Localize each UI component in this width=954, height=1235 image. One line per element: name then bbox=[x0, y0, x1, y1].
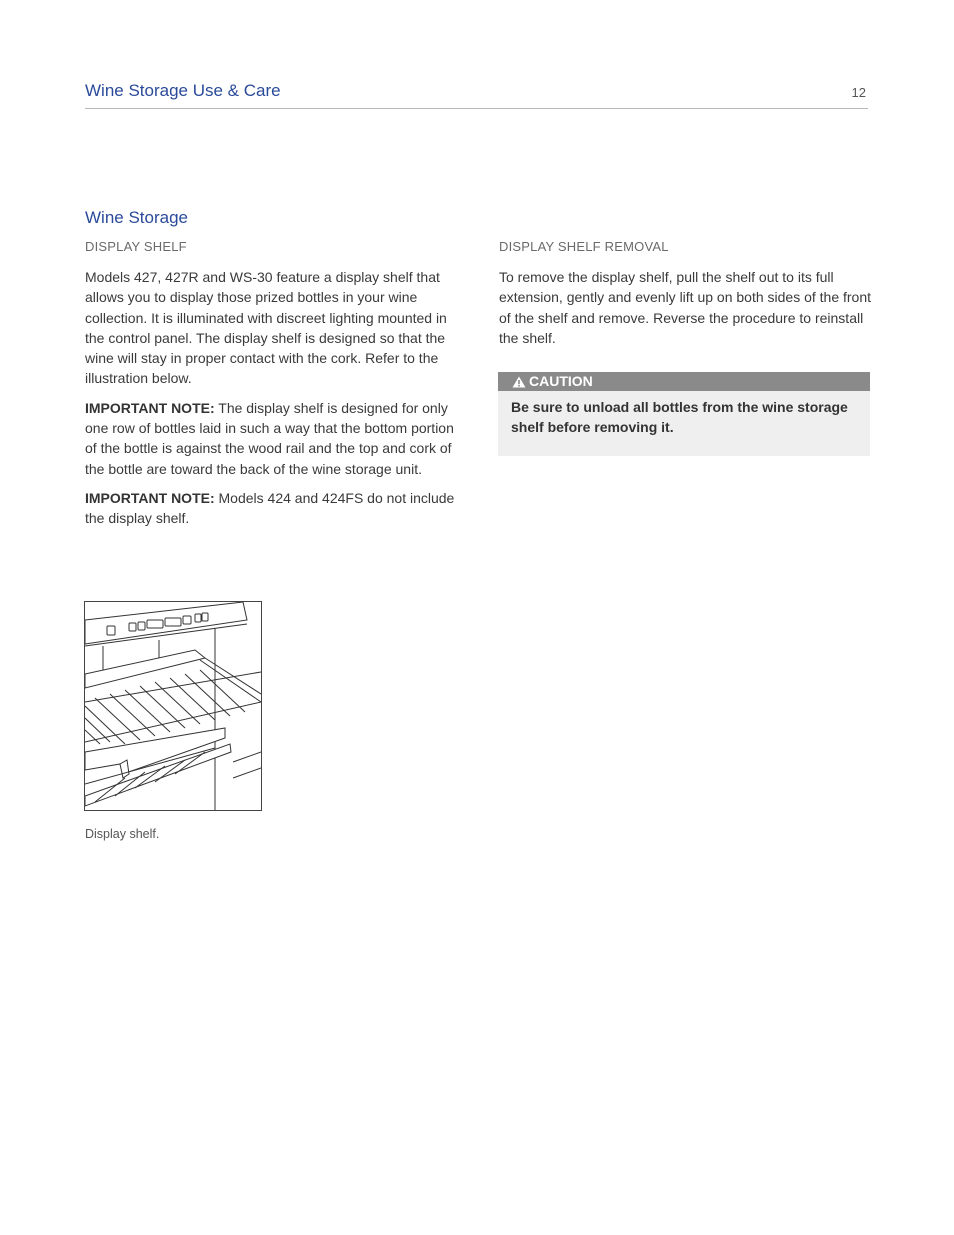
header-divider bbox=[85, 108, 868, 109]
important-note-2 bbox=[85, 488, 460, 529]
shelf-removal-paragraph: To remove the display shelf, pull the shelf out to its full extension, gently and evenly lift up on both sides of the front of the shelf and remove. Reverse the procedure to reinstall the shelf. bbox=[499, 269, 872, 346]
display-shelf-subhead: DISPLAY SHELF bbox=[85, 239, 187, 254]
figure-caption: Display shelf. bbox=[85, 827, 160, 841]
shelf-removal-subhead: DISPLAY SHELF REMOVAL bbox=[499, 239, 669, 254]
caution-label: CAUTION bbox=[529, 373, 593, 389]
caution-box bbox=[498, 372, 870, 456]
important-note-1-label: IMPORTANT NOTE: bbox=[85, 399, 215, 416]
page-number: 12 bbox=[851, 85, 866, 100]
display-shelf-illustration bbox=[84, 601, 262, 811]
left-column bbox=[85, 240, 460, 538]
important-note-2-label: IMPORTANT NOTE: bbox=[85, 489, 215, 506]
important-note-1 bbox=[85, 398, 460, 479]
warning-triangle-icon bbox=[512, 376, 526, 388]
caution-text: Be sure to unload all bottles from the wine storage shelf before removing it. bbox=[511, 399, 848, 436]
display-shelf-paragraph: Models 427, 427R and WS-30 feature a display shelf that allows you to display those prized bottles in your wine collection. It is illuminated with discreet lighting mounted in the control panel. The display shelf is designed so that the wine will stay in proper contact with the cork. Refer to the illustration below. bbox=[85, 269, 447, 387]
important-note-2-text: Models 424 and 424FS do not include the display shelf. bbox=[85, 489, 455, 527]
caution-header bbox=[498, 372, 870, 391]
important-note-1-text: The display shelf is designed for only one row of bottles laid in such a way that the bottom portion of the bottle is against the wood rail and the top and cork of the bottle are toward the back of the wine storage unit. bbox=[85, 399, 454, 477]
display-shelf-drawing bbox=[85, 602, 261, 810]
section-title: Wine Storage bbox=[85, 208, 188, 227]
right-column bbox=[499, 240, 874, 357]
header-title: Wine Storage Use & Care bbox=[85, 81, 281, 100]
